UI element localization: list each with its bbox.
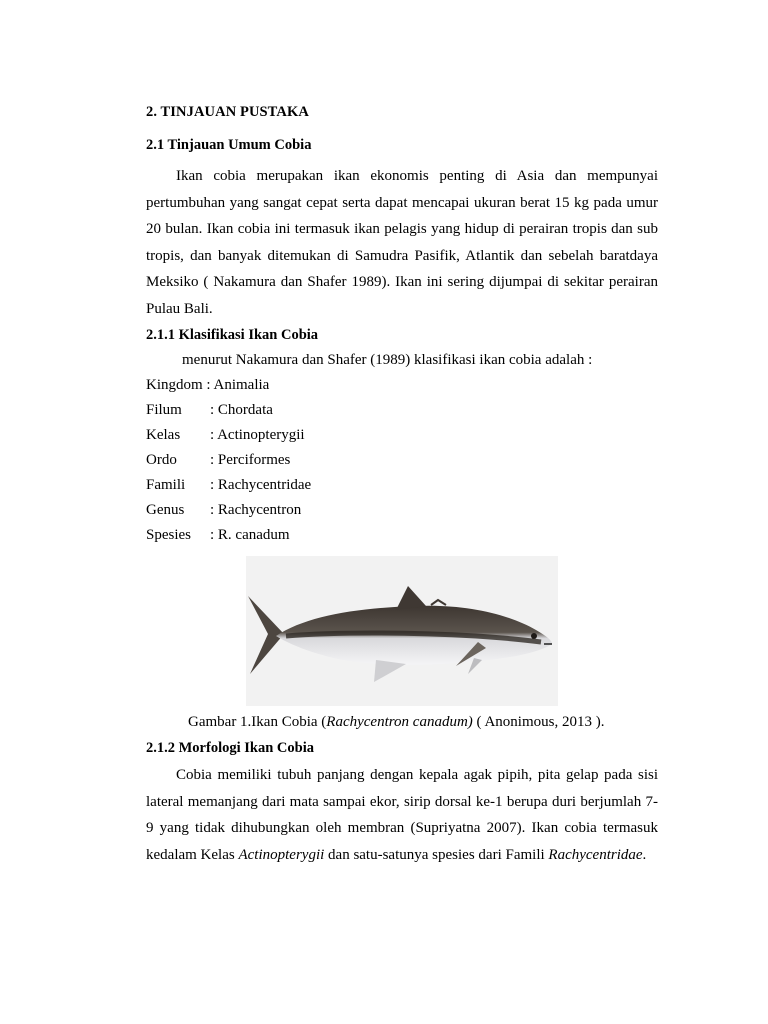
taxonomy-label: Filum [146,402,182,418]
caption-prefix: Gambar 1.Ikan Cobia ( [188,714,327,730]
morph-text-3: . [642,846,647,863]
section-2-1-2-paragraph [146,762,658,868]
taxonomy-value: : Chordata [210,402,273,418]
taxonomy-value: : Actinopterygii [210,427,305,443]
morph-text-2: dan satu-satunya spesies dari Famili [324,846,549,863]
cobia-fish-image [246,556,558,706]
taxonomy-value: : R. canadum [210,527,290,543]
chapter-heading: 2. TINJAUAN PUSTAKA [146,104,309,120]
taxonomy-row [146,502,301,527]
dorsal-fin [396,586,426,610]
section-2-1-paragraph: Ikan cobia merupakan ikan ekonomis penting di Asia dan mempunyai pertumbuhan yang sangat cepat serta dapat mencapai ukuran berat 15 kg pada umur 20 bulan. Ikan cobia ini termasuk ikan pelagis yang hidup di perairan tropis dan sub tropis, dan banyak ditemukan di Samudra Pasifik, Atlantik dan sebelah baratdaya Meksiko ( Nakamura dan Shafer 1989). Ikan ini sering dijumpai di sekitar perairan Pulau Bali. [146,168,658,317]
fish-figure [246,556,558,706]
taxonomy-label: Kelas [146,427,181,443]
taxonomy-value: : Rachycentridae [210,477,312,493]
caption-species: Rachycentron canadum) [326,714,473,730]
section-2-1-title: 2.1 Tinjauan Umum Cobia [146,137,312,153]
eye [531,633,537,639]
taxonomy-row [146,452,290,477]
taxonomy-value: : Rachycentron [210,502,302,518]
taxonomy-value: : Perciformes [210,452,291,468]
taxonomy-row [146,402,273,427]
taxonomy-row [146,427,305,452]
taxonomy-row [146,477,311,502]
family-name: Rachycentridae [548,846,643,863]
section-2-1-1-title: 2.1.1 Klasifikasi Ikan Cobia [146,327,319,343]
taxonomy-label: Genus [146,502,185,518]
figure-caption [188,714,604,731]
taxonomy-row [146,527,290,552]
caption-suffix: ( Anonimous, 2013 ). [472,714,605,730]
taxonomy-kingdom: Kingdom : Animalia [146,377,270,393]
taxonomy-label: Ordo [146,452,177,468]
class-name: Actinopterygii [238,846,325,863]
classification-intro: menurut Nakamura dan Shafer (1989) klasifikasi ikan cobia adalah : [182,352,593,368]
taxonomy-label: Famili [146,477,186,493]
taxonomy-label: Spesies [146,527,191,543]
section-2-1-2-title: 2.1.2 Morfologi Ikan Cobia [146,740,314,756]
morph-text-1: Cobia memiliki tubuh panjang dengan kepala agak pipih, pita gelap pada sisi lateral memanjang dari mata sampai ekor, sirip dorsal ke-1 berupa duri berjumlah 7-9 yang tidak dihubungkan oleh membran (Supriyatna 2007). Ikan cobia termasuk kedalam Kelas [146,767,658,863]
